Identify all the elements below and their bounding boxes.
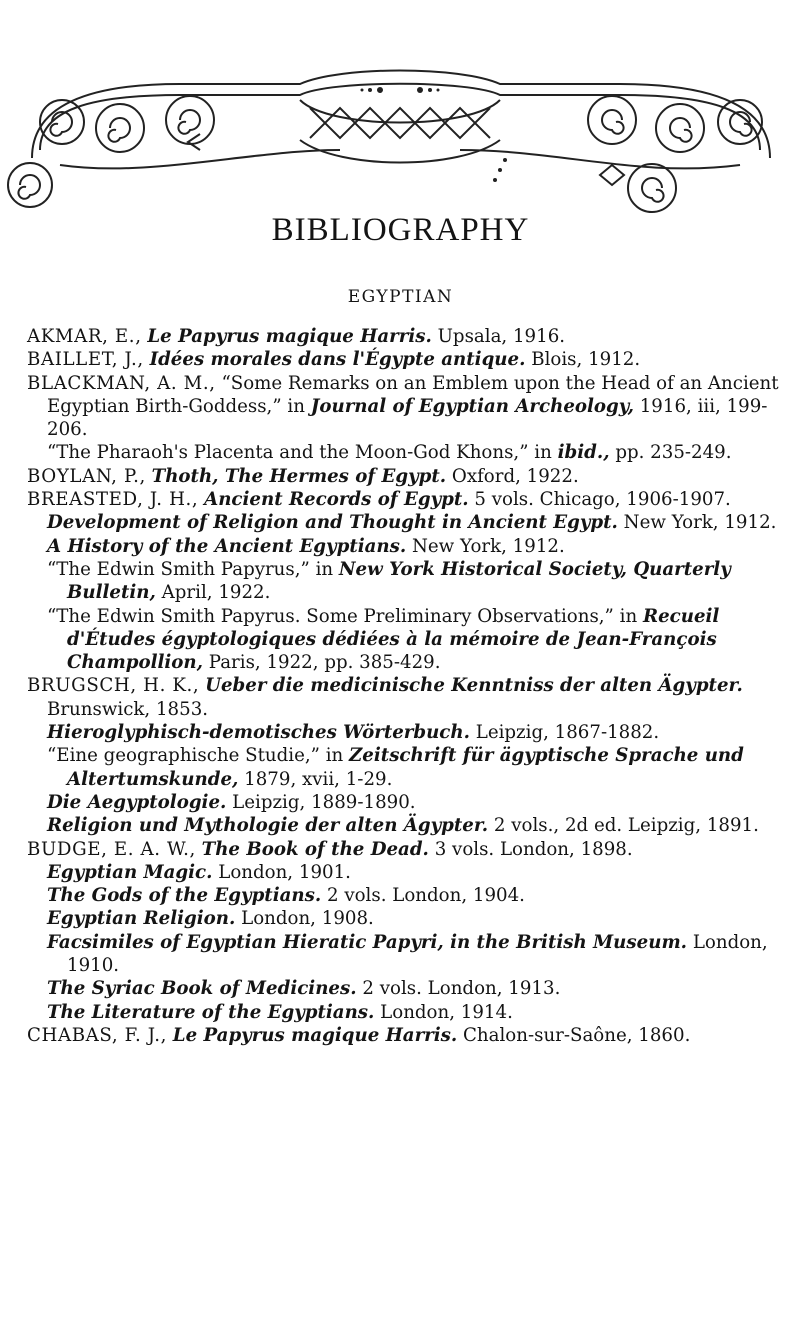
entry-publication: 2 vols., 2d ed. Leipzig, 1891. — [493, 815, 759, 837]
entry-title: ibid., — [557, 442, 610, 464]
entry-author: BRUGSCH, H. K., — [27, 675, 200, 697]
entry-publication: London, 1914. — [380, 1001, 513, 1023]
bibliography-entry — [27, 605, 787, 675]
entry-title: Idées morales dans l'Égypte antique. — [149, 349, 526, 371]
entry-publication: Leipzig, 1867-1882. — [475, 722, 660, 744]
entry-publication: Brunswick, 1853. — [47, 698, 209, 720]
bibliography-entry — [27, 535, 787, 558]
entry-author: BAILLET, J., — [27, 349, 144, 371]
entry-title: Egyptian Magic. — [47, 861, 213, 883]
entry-article: “Eine geographische Studie,” in — [47, 745, 344, 767]
entry-author: BOYLAN, P., — [27, 465, 146, 487]
entry-publication: New York, 1912. — [623, 512, 777, 534]
entry-title: Ueber die medicinische Kenntniss der alten Ägypter. — [205, 675, 743, 697]
entry-publication: 1879, xvii, 1-29. — [244, 768, 393, 790]
header-ornament — [0, 0, 801, 220]
entry-author: BLACKMAN, A. M., — [27, 372, 216, 394]
entry-publication: pp. 235-249. — [615, 442, 732, 464]
entry-publication: Upsala, 1916. — [437, 326, 566, 347]
entry-author: AKMAR, E., — [27, 326, 142, 347]
bibliography-entry — [27, 1024, 787, 1047]
entry-title: The Gods of the Egyptians. — [47, 885, 322, 907]
page-title: BIBLIOGRAPHY — [271, 212, 530, 248]
entry-title: Zeitschrift für ägyptische Sprache und Altertumskunde, — [67, 745, 744, 790]
entry-title: Egyptian Religion. — [47, 908, 236, 930]
entry-article: “The Edwin Smith Papyrus,” in — [47, 558, 334, 580]
bibliography-entry — [27, 674, 787, 721]
entry-publication: Paris, 1922, pp. 385-429. — [208, 652, 441, 674]
ornament-border-icon — [0, 0, 801, 220]
entry-publication: April, 1922. — [161, 582, 271, 604]
bibliography-entry — [27, 488, 787, 511]
entry-author: BREASTED, J. H., — [27, 489, 199, 511]
entry-title: New York Historical Society, Quarterly Bulletin, — [67, 558, 731, 604]
bibliography-entry — [27, 931, 787, 978]
entry-title: Hieroglyphisch-demotisches Wörterbuch. — [47, 722, 470, 744]
bibliography-entry — [27, 884, 787, 907]
entry-publication: London, 1901. — [218, 861, 351, 883]
entry-publication: 5 vols. Chicago, 1906-1907. — [474, 489, 731, 511]
bibliography-list — [27, 325, 787, 1047]
entry-title: A History of the Ancient Egyptians. — [47, 535, 407, 557]
entry-publication: 2 vols. London, 1904. — [326, 885, 525, 907]
entry-title: The Book of the Dead. — [201, 838, 429, 860]
bibliography-entry — [27, 372, 787, 442]
entry-publication: 2 vols. London, 1913. — [362, 978, 561, 1000]
entry-title: Die Aegyptologie. — [47, 791, 227, 813]
entry-publication: London, 1908. — [241, 908, 374, 930]
bibliography-entry — [27, 814, 787, 837]
entry-title: The Literature of the Egyptians. — [47, 1001, 375, 1023]
entry-article: “Some Remarks on an Emblem upon the Head of an Ancient Egyptian Birth-Goddess,” in — [47, 372, 779, 417]
entry-title: Journal of Egyptian Archeology, — [310, 395, 634, 417]
bibliography-entry — [27, 511, 787, 534]
bibliography-entry — [27, 907, 787, 930]
entry-publication: 3 vols. London, 1898. — [434, 838, 633, 860]
entry-author: CHABAS, F. J., — [27, 1024, 167, 1046]
entry-article: “The Pharaoh's Placenta and the Moon-God Khons,” in — [47, 442, 552, 464]
entry-publication: Chalon-sur-Saône, 1860. — [463, 1024, 691, 1046]
entry-title: Recueil d'Études égyptologiques dédiées à la mémoire de Jean-François Champollion, — [67, 605, 720, 674]
bibliography-entry — [27, 838, 787, 861]
section-heading: EGYPTIAN — [347, 287, 454, 307]
entry-title: Ancient Records of Egypt. — [204, 489, 469, 511]
bibliography-entry — [27, 558, 787, 605]
entry-publication: Leipzig, 1889-1890. — [232, 791, 416, 813]
bibliography-entry — [27, 744, 787, 791]
bibliography-entry — [27, 325, 787, 348]
entry-title: Le Papyrus magique Harris. — [147, 326, 432, 347]
bibliography-entry — [27, 977, 787, 1000]
bibliography-entry — [27, 441, 787, 464]
entry-title: Thoth, The Hermes of Egypt. — [151, 465, 447, 487]
entry-publication: 1916, iii, 199-206. — [47, 395, 768, 441]
bibliography-entry — [27, 791, 787, 814]
bibliography-entry — [27, 348, 787, 371]
bibliography-entry — [27, 465, 787, 488]
entry-title: The Syriac Book of Medicines. — [47, 978, 357, 1000]
bibliography-entry — [27, 721, 787, 744]
bibliography-entry — [27, 1001, 787, 1024]
bibliography-entry — [27, 861, 787, 884]
entry-publication: Blois, 1912. — [531, 349, 641, 371]
entry-publication: Oxford, 1922. — [451, 465, 579, 487]
entry-title: Facsimiles of Egyptian Hieratic Papyri, in the British Museum. — [47, 931, 688, 953]
entry-title: Development of Religion and Thought in Ancient Egypt. — [47, 512, 618, 534]
entry-article: “The Edwin Smith Papyrus. Some Preliminary Observations,” in — [47, 605, 638, 627]
entry-publication: London, 1910. — [67, 931, 768, 977]
entry-author: BUDGE, E. A. W., — [27, 838, 196, 860]
entry-title: Religion und Mythologie der alten Ägypter. — [47, 815, 489, 837]
entry-title: Le Papyrus magique Harris. — [172, 1024, 458, 1046]
entry-publication: New York, 1912. — [412, 535, 565, 557]
